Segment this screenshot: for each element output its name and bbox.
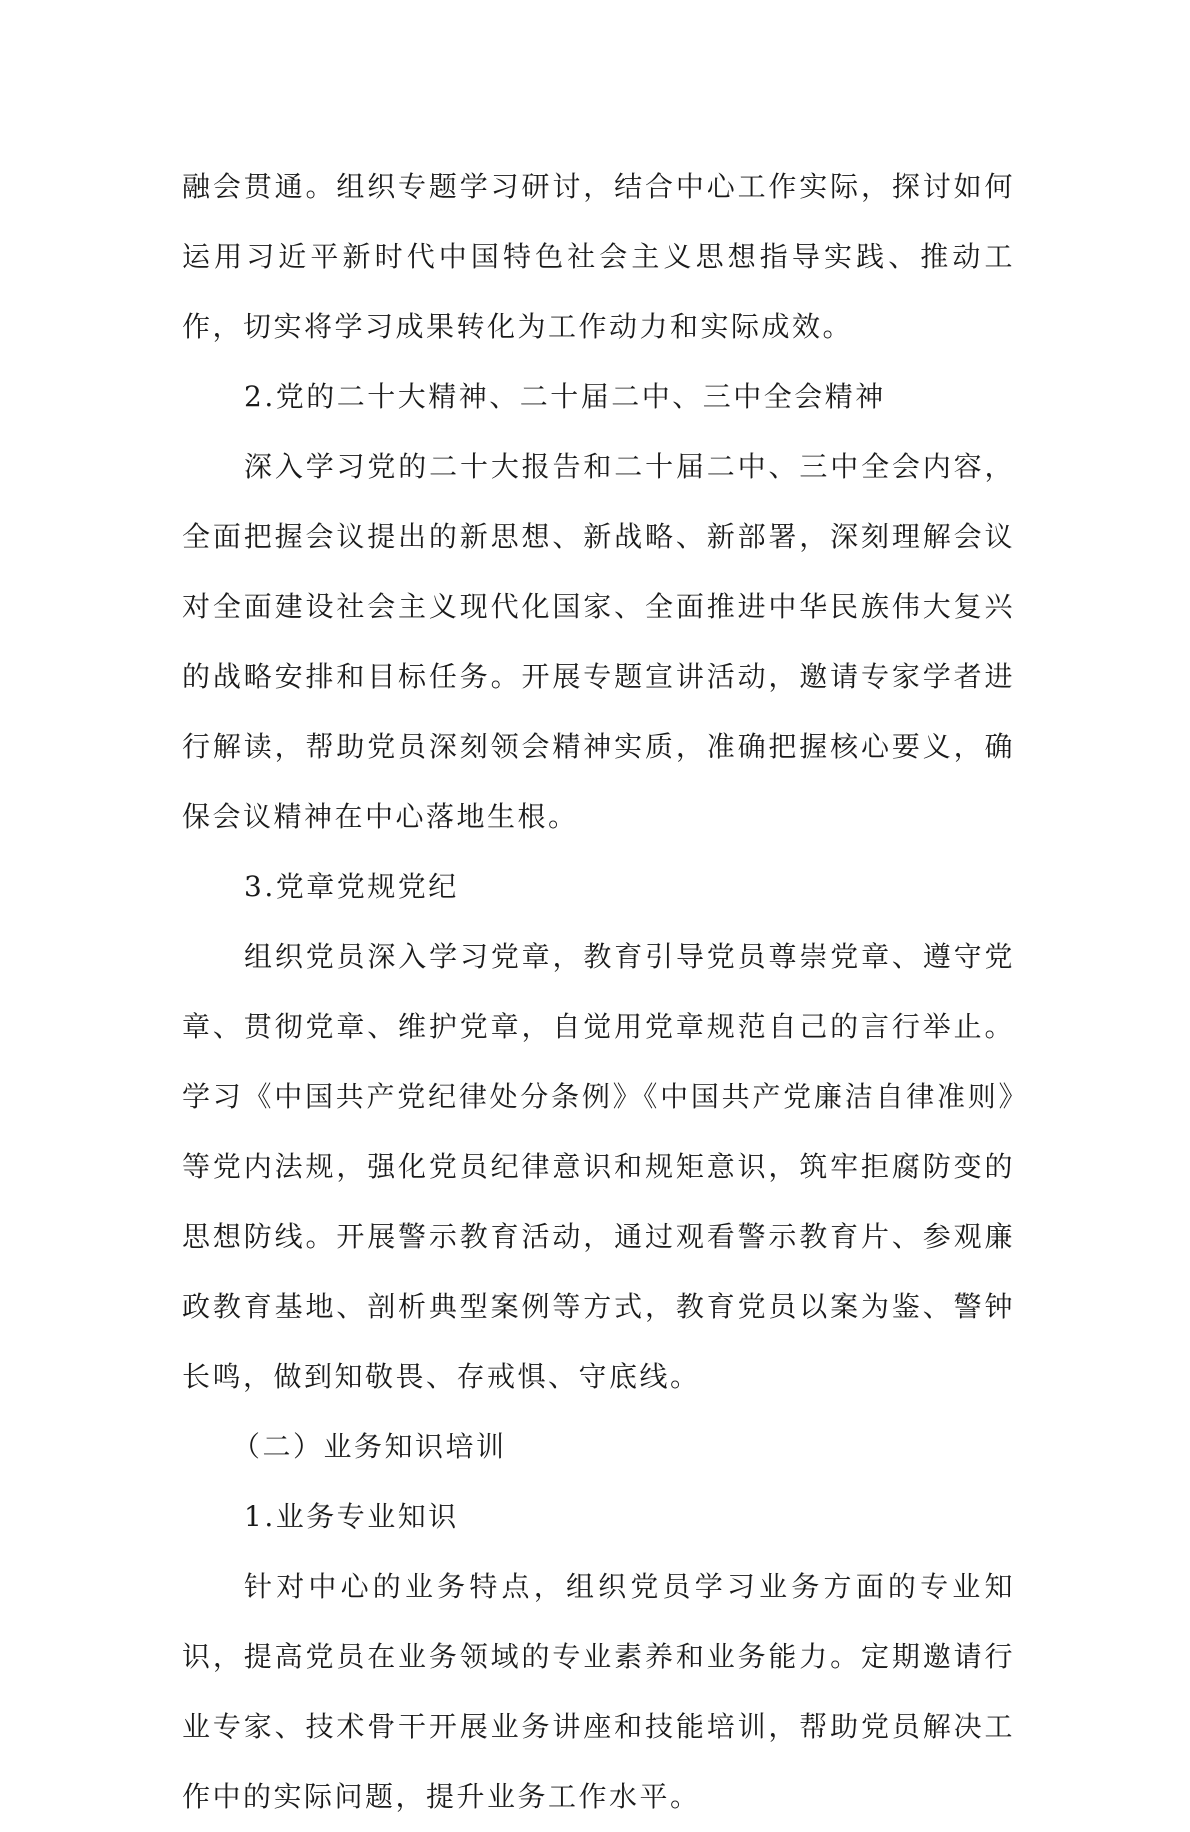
subheading-party-rules: 3.党章党规党纪	[244, 870, 459, 903]
paragraph-business-knowledge: 针对中心的业务特点，组织党员学习业务方面的专业知识，提高党员在业务领域的专业素养和业务能力。定期邀请行业专家、技术骨干开展业务讲座和技能培训，帮助党员解决工作中的实际问题，提升业务工作水平。	[182, 1570, 1015, 1813]
section-heading-business-training: （二）业务知识培训	[232, 1430, 507, 1463]
document-body	[182, 152, 1015, 1832]
paragraph-continuation: 融会贯通。组织专题学习研讨，结合中心工作实际，探讨如何运用习近平新时代中国特色社会主义思想指导实践、推动工作，切实将学习成果转化为工作动力和实际成效。	[182, 170, 1015, 343]
subheading-business-knowledge: 1.业务专业知识	[244, 1500, 459, 1533]
subheading-party-congress: 2.党的二十大精神、二十届二中、三中全会精神	[244, 380, 886, 413]
paragraph-party-congress: 深入学习党的二十大报告和二十届二中、三中全会内容，全面把握会议提出的新思想、新战略、新部署，深刻理解会议对全面建设社会主义现代化国家、全面推进中华民族伟大复兴的战略安排和目标任务。开展专题宣讲活动，邀请专家学者进行解读，帮助党员深刻领会精神实质，准确把握核心要义，确保会议精神在中心落地生根。	[182, 450, 1015, 833]
paragraph-party-rules: 组织党员深入学习党章，教育引导党员尊崇党章、遵守党章、贯彻党章、维护党章，自觉用党章规范自己的言行举止。学习《中国共产党纪律处分条例》《中国共产党廉洁自律准则》等党内法规，强化党员纪律意识和规矩意识，筑牢拒腐防变的思想防线。开展警示教育活动，通过观看警示教育片、参观廉政教育基地、剖析典型案例等方式，教育党员以案为鉴、警钟长鸣，做到知敬畏、存戒惧、守底线。	[182, 940, 1015, 1393]
